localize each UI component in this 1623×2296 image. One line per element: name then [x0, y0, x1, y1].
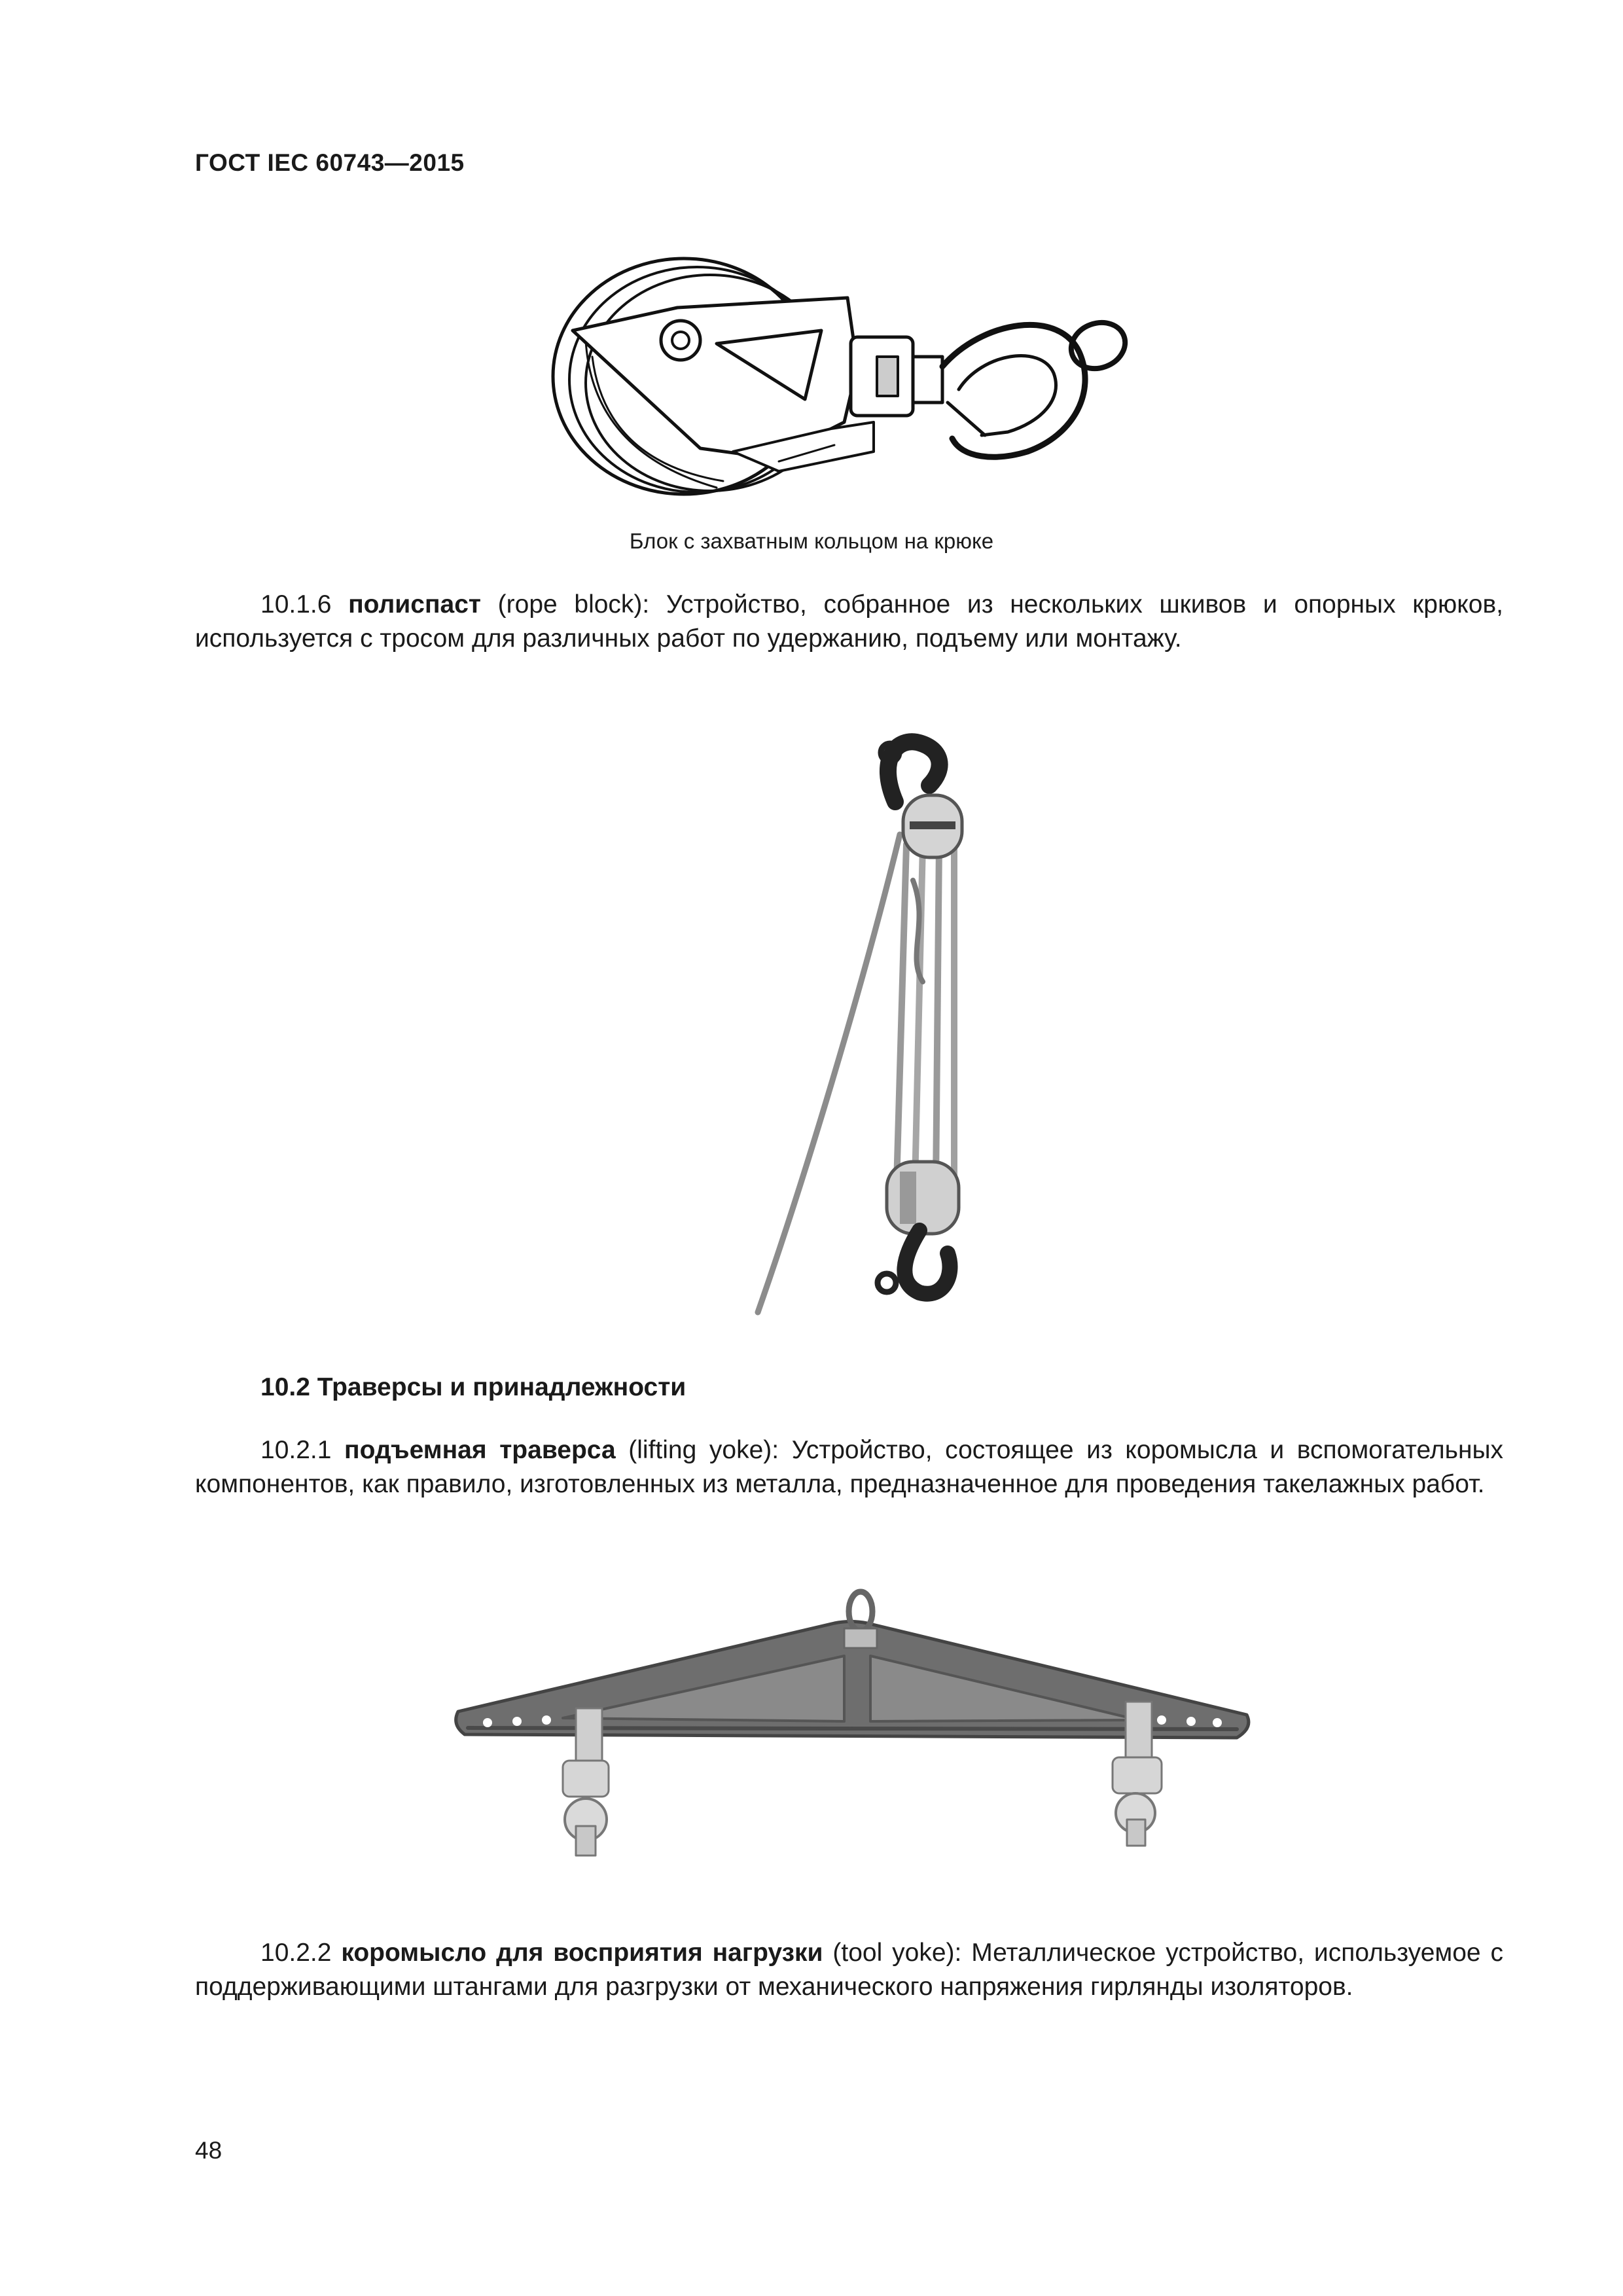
document-header: ГОСТ IEC 60743—2015: [195, 149, 465, 176]
figure-caption: Блок с захватным кольцом на крюке: [629, 529, 994, 553]
term-definition: Устройство, состоящее из коромысла и вспомогательных компонентов, как правило, изготовленных из металла, предназначенное для проведения такелажных работ.: [195, 1436, 1504, 1498]
term-definition: Металлическое устройство, используемое с поддерживающими штангами для разгрузки от механического напряжения гирлянды изоляторов.: [195, 1939, 1504, 2001]
term-name: полиспаст: [348, 590, 481, 619]
definition-tool-yoke: [195, 1936, 1503, 2004]
page-number: 48: [195, 2137, 223, 2164]
term-name: подъемная траверса: [344, 1436, 616, 1464]
term-english: (lifting yoke):: [628, 1436, 779, 1464]
term-english: (tool yoke):: [832, 1939, 962, 1967]
term-number: 10.2.2: [260, 1939, 332, 1967]
term-definition: Устройство, собранное из нескольких шкивов и опорных крюков, используется с тросом для различных работ по удержанию, подъему или монтажу.: [195, 590, 1503, 653]
term-english: (rope block):: [497, 590, 650, 619]
term-name: коромысло для восприятия нагрузки: [341, 1939, 823, 1967]
term-number: 10.2.1: [260, 1436, 332, 1464]
term-number: 10.1.6: [260, 590, 332, 619]
section-heading: 10.2 Траверсы и принадлежности: [260, 1373, 687, 1401]
